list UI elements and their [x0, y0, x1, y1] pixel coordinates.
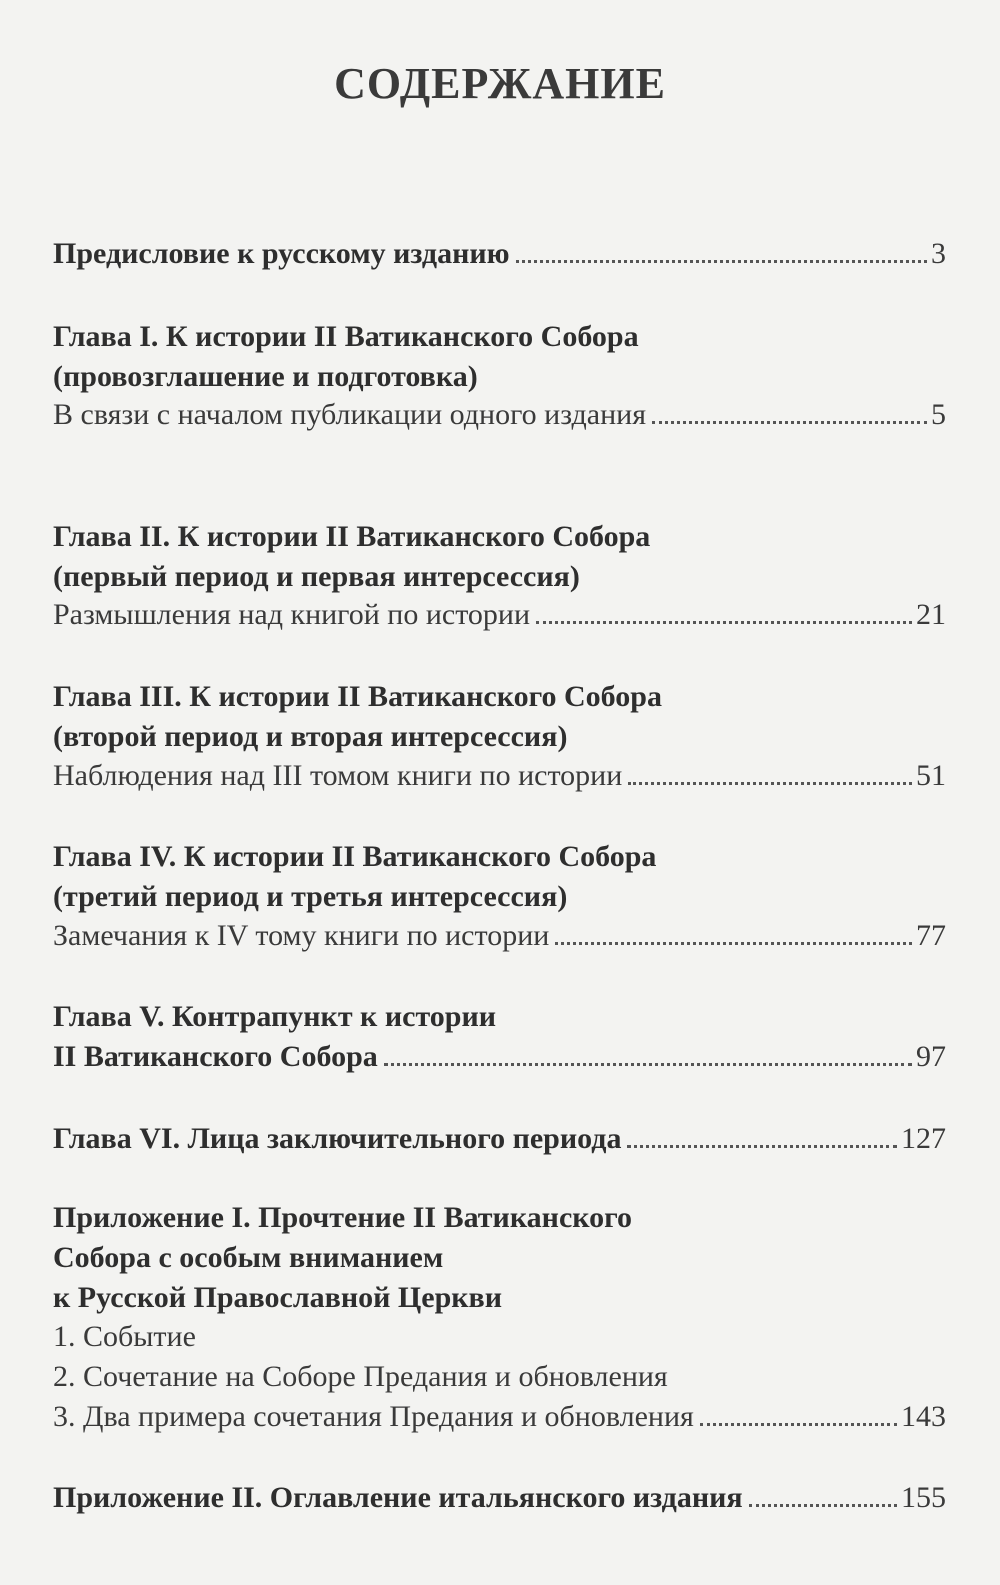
toc-entry-title: II Ватиканского Собора	[53, 1040, 378, 1073]
toc-entry-title: Замечания к IV тому книги по истории	[53, 919, 550, 952]
toc-entry-title: 3. Два примера сочетания Предания и обновления	[53, 1400, 694, 1433]
toc-chapter-1-subheading: (провозглашение и подготовка)	[53, 360, 478, 393]
toc-appendix-1-heading-line2: Собора с особым вниманием	[53, 1241, 444, 1274]
toc-chapter-3-heading: Глава III. К истории II Ватиканского Собора	[53, 680, 662, 713]
toc-chapter-5-heading: Глава V. Контрапункт к истории	[53, 1000, 497, 1033]
toc-appendix-1-item-2[interactable]: 2. Сочетание на Соборе Предания и обновления	[53, 1360, 668, 1393]
toc-appendix-1-heading-line3: к Русской Православной Церкви	[53, 1281, 503, 1314]
toc-chapter-1-heading: Глава I. К истории II Ватиканского Собора	[53, 320, 639, 353]
page-number: 77	[916, 919, 946, 952]
toc-entry-appendix-2[interactable]	[53, 1469, 946, 1513]
toc-appendix-1-heading: Приложение I. Прочтение II Ватиканского	[53, 1201, 633, 1234]
toc-entry-chapter-2[interactable]	[53, 586, 946, 630]
page-title: СОДЕРЖАНИЕ	[334, 59, 666, 108]
toc-entry-title: Приложение II. Оглавление итальянского издания	[53, 1481, 743, 1514]
toc-entry-chapter-1[interactable]	[53, 386, 946, 430]
toc-chapter-4-heading: Глава IV. К истории II Ватиканского Собора	[53, 840, 657, 873]
dot-leader	[749, 1504, 897, 1507]
toc-entry-chapter-6[interactable]	[53, 1110, 946, 1154]
toc-chapter-3-subheading: (второй период и вторая интерсессия)	[53, 720, 568, 753]
toc-entry-title: Предисловие к русскому изданию	[53, 237, 510, 270]
page-number: 51	[916, 759, 946, 792]
toc-entry-chapter-5[interactable]	[53, 1028, 946, 1072]
toc-entry-title: Наблюдения над III томом книги по истории	[53, 759, 623, 792]
toc-chapter-2-heading: Глава II. К истории II Ватиканского Собора	[53, 520, 651, 553]
toc-entry-preface[interactable]	[53, 225, 946, 269]
page-number: 5	[931, 398, 946, 431]
dot-leader	[555, 942, 912, 945]
dot-leader	[628, 782, 912, 785]
toc-chapter-4-subheading: (третий период и третья интерсессия)	[53, 880, 568, 913]
toc-appendix-1-item-1[interactable]: 1. Событие	[53, 1320, 196, 1353]
page-number: 143	[901, 1400, 946, 1433]
page-number: 3	[931, 237, 946, 270]
toc-entry-title: Размышления над книгой по истории	[53, 598, 531, 631]
dot-leader	[384, 1063, 912, 1066]
toc-entry-title: Глава VI. Лица заключительного периода	[53, 1122, 622, 1155]
page-number: 127	[901, 1122, 946, 1155]
dot-leader	[652, 421, 927, 424]
toc-entry-chapter-4[interactable]	[53, 907, 946, 951]
toc-entry-title: В связи с началом публикации одного издания	[53, 398, 646, 431]
page-number: 97	[916, 1040, 946, 1073]
toc-chapter-2-subheading: (первый период и первая интерсессия)	[53, 560, 580, 593]
dot-leader	[536, 621, 912, 624]
dot-leader	[627, 1145, 897, 1148]
toc-entry-appendix-1[interactable]	[53, 1388, 946, 1432]
page-number: 21	[916, 598, 946, 631]
dot-leader	[516, 260, 927, 263]
page-number: 155	[901, 1481, 946, 1514]
toc-entry-chapter-3[interactable]	[53, 747, 946, 791]
dot-leader	[700, 1423, 897, 1426]
